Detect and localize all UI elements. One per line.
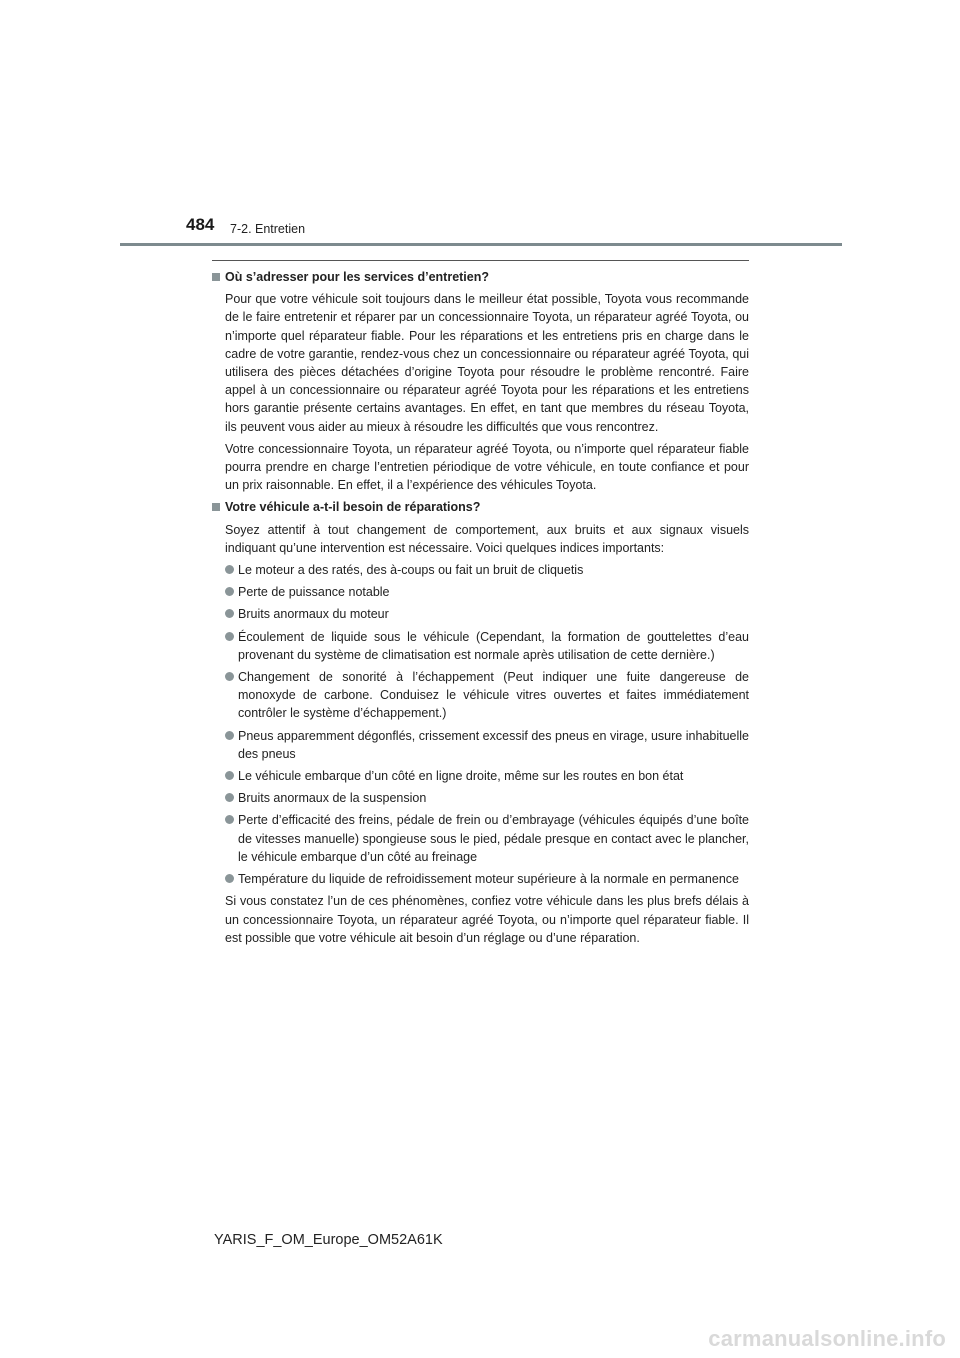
list-item-text: Écoulement de liquide sous le véhicule (Cependant, la formation de gouttelettes d’eau provenant du système de climatisation est normale après utilisation de cette dernière.) (238, 629, 749, 662)
list-item-text: Bruits anormaux du moteur (238, 607, 389, 622)
circle-bullet-icon (225, 793, 234, 802)
list-item-text: Température du liquide de refroidissement moteur supérieure à la normale en permanence (238, 872, 739, 887)
list-item-text: Bruits anormaux de la suspension (238, 791, 427, 806)
list-item-text: Pneus apparemment dégonflés, crissement excessif des pneus en virage, usure inhabituelle des pneus (238, 728, 749, 761)
list-item (212, 727, 749, 763)
circle-bullet-icon (225, 672, 234, 681)
section-heading-repairs (212, 498, 749, 516)
footer-doc-code: YARIS_F_OM_Europe_OM52A61K (214, 1232, 443, 1248)
content-rule (212, 260, 749, 261)
list-item (212, 628, 749, 664)
circle-bullet-icon (225, 632, 234, 641)
section-heading-text: Où s’adresser pour les services d’entretien? (225, 270, 490, 284)
square-bullet-icon (212, 503, 220, 511)
paragraph-intro: Soyez attentif à tout changement de comportement, aux bruits et aux signaux visuels indiquant qu’une intervention est nécessaire. Voici quelques indices importants: (225, 522, 749, 555)
circle-bullet-icon (225, 609, 234, 618)
circle-bullet-icon (225, 565, 234, 574)
list-item (212, 668, 749, 723)
circle-bullet-icon (225, 815, 234, 824)
list-item-text: Changement de sonorité à l’échappement (Peut indiquer une fuite dangereuse de monoxyde de carbone. Conduisez le véhicule vitres ouvertes et faites immédiatement contrôler le système d’échappement.) (238, 670, 749, 721)
paragraph: Pour que votre véhicule soit toujours dans le meilleur état possible, Toyota vous recommande de le faire entretenir et réparer par un concessionnaire Toyota, un réparateur agréé Toyota, ou n’importe quel réparateur fiable. Pour les réparations et les entretiens pris en charge dans le cadre de votre garantie, rendez-vous chez un concessionnaire ou réparateur agréé Toyota, qui utilisera des pièces détachées d’origine Toyota pour résoudre le problème rencontré. Faire appel à un concessionnaire ou réparateur agréé Toyota pour les réparations et les entretiens hors garantie présente certains avantages. En effet, en tant que membres du réseau Toyota, ils peuvent vous aider au mieux à résoudre les difficultés que vous rencontrez. (225, 292, 749, 434)
circle-bullet-icon (225, 874, 234, 883)
symptom-list (212, 561, 749, 888)
circle-bullet-icon (225, 731, 234, 740)
section-heading-text: Votre véhicule a-t-il besoin de réparations? (225, 500, 481, 515)
list-item-text: Le moteur a des ratés, des à-coups ou fait un bruit de cliquetis (238, 563, 584, 578)
page-number: 484 (186, 215, 215, 234)
list-item-text: Perte de puissance notable (238, 585, 390, 600)
list-item-text: Le véhicule embarque d’un côté en ligne droite, même sur les routes en bon état (238, 769, 684, 784)
circle-bullet-icon (225, 771, 234, 780)
list-item (212, 583, 749, 601)
list-item (212, 561, 749, 579)
paragraph: Votre concessionnaire Toyota, un réparateur agréé Toyota, ou n’importe quel réparateur fiable pourra prendre en charge l’entretien périodique de votre véhicule, en toute confiance et pour un prix raisonnable. En effet, il a l’expérience des véhicules Toyota. (225, 441, 749, 493)
section-heading-service (212, 268, 749, 286)
watermark: carmanualsonline.info (708, 1326, 946, 1351)
list-item (212, 767, 749, 785)
list-item (212, 811, 749, 866)
header-rule (120, 243, 842, 246)
circle-bullet-icon (225, 587, 234, 596)
list-item (212, 870, 749, 888)
square-bullet-icon (212, 273, 220, 281)
list-item-text: Perte d’efficacité des freins, pédale de frein ou d’embrayage (véhicules équipés d’une boîte de vitesses manuelle) spongieuse sous le pied, pédale presque en contact avec le plancher, le véhicule embarque d’un côté au freinage (238, 813, 749, 864)
page-content (212, 268, 749, 951)
list-item (212, 789, 749, 807)
paragraph-closing: Si vous constatez l’un de ces phénomènes, confiez votre véhicule dans les plus brefs délais à un concessionnaire Toyota, un réparateur agréé Toyota, ou n’importe quel réparateur fiable. Il est possible que votre véhicule ait besoin d’un réglage ou d’une réparation. (225, 894, 749, 945)
section-label: 7-2. Entretien (230, 222, 306, 236)
list-item (212, 605, 749, 623)
